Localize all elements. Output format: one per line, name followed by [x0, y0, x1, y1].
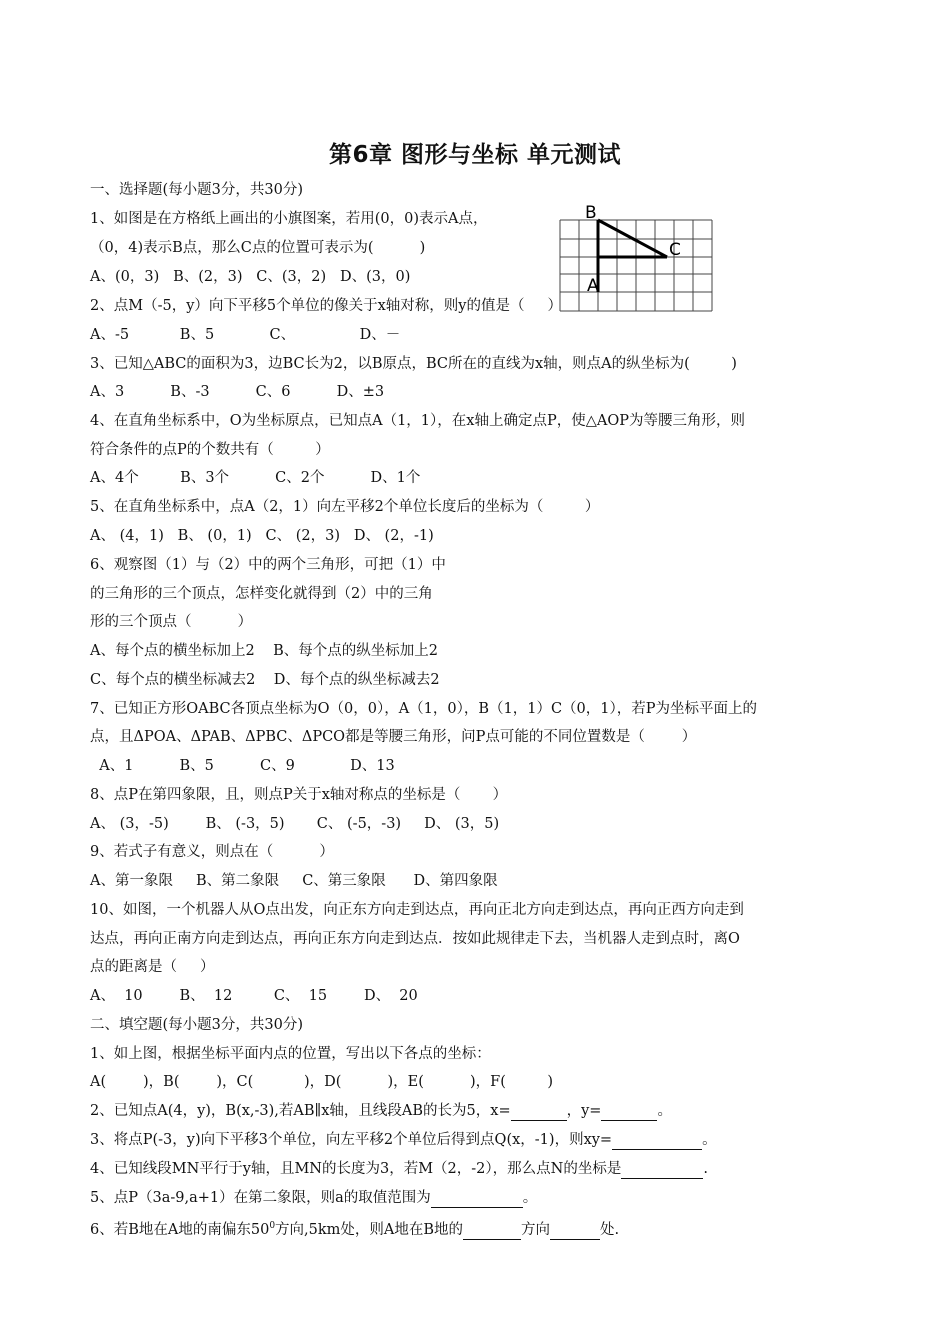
question-text: 1、如上图，根据坐标平面内点的位置，写出以下各点的坐标：	[90, 1046, 491, 1062]
section-heading: 一、选择题(每小题3分，共30分)	[90, 182, 303, 198]
question-text: 5、在直角坐标系中，点A（2，1）向左平移2个单位长度后的坐标为（ ）	[90, 499, 600, 515]
answer-options: A、-5 B、5 C、 D、－	[90, 327, 401, 343]
page-title: 第6章 图形与坐标 单元测试	[328, 142, 622, 168]
flag-shape	[598, 220, 667, 292]
answer-options: A、(0，3) B、(2，3) C、(3，2) D、(3，0)	[90, 269, 411, 285]
answer-blanks: A( )，B( )，C( )，D( )，E( )，F( )	[90, 1074, 553, 1090]
question-text: 10、如图，一个机器人从O点出发，向正东方向走到达点，再向正北方向走到达点，再向正西方向走到	[90, 902, 744, 918]
question-text: 9、若式子有意义，则点在（ ）	[90, 844, 334, 860]
answer-blank[interactable]	[511, 1104, 567, 1121]
grid-lines	[560, 220, 712, 311]
answer-options: A、第一象限 B、第二象限 C、第三象限 D、第四象限	[90, 873, 498, 889]
answer-options: A、 10 B、 12 C、 15 D、 20	[90, 988, 418, 1004]
question-text: 形的三个顶点（ ）	[90, 614, 253, 630]
answer-blank[interactable]	[612, 1133, 702, 1150]
question-text: 点，且ΔPOA、ΔPAB、ΔPBC、ΔPCO都是等腰三角形，问P点可能的不同位置数是（ ）	[90, 729, 697, 745]
question-text: 7、已知正方形OABC各顶点坐标为O（0，0），A（1，0），B（1，1）C（0，1），若P为坐标平面上的	[90, 701, 758, 717]
fill-question-3: 3、将点P(-3，y)向下平移3个单位，向左平移2个单位后得到点Q(x，-1)，则xy= 。	[90, 1132, 717, 1148]
fill-question-4: 4、已知线段MN平行于y轴，且MN的长度为3，若M（2，-2），那么点N的坐标是 .	[90, 1161, 708, 1177]
answer-blank[interactable]	[431, 1191, 523, 1208]
answer-options: A、1 B、5 C、9 D、13	[90, 758, 395, 774]
label-c: C	[669, 240, 681, 260]
answer-options: A、 (4，1) B、 (0，1) C、 (2，3) D、 (2，-1)	[90, 528, 434, 544]
question-text: 8、点P在第四象限，且，则点P关于x轴对称点的坐标是（ ）	[90, 787, 508, 803]
answer-options: A、3 B、-3 C、6 D、±3	[90, 384, 385, 400]
question-text: 6、观察图（1）与（2）中的两个三角形，可把（1）中	[90, 557, 446, 573]
question-text: 2、点M（-5，y）向下平移5个单位的像关于x轴对称，则y的值是（ ）	[90, 298, 563, 314]
answer-blank[interactable]	[621, 1162, 703, 1179]
fill-question-5: 5、点P（3a-9,a+1）在第二象限，则a的取值范围为 。	[90, 1190, 538, 1206]
answer-blank[interactable]	[601, 1104, 657, 1121]
label-a: A	[587, 276, 599, 296]
grid-figure-svg	[552, 198, 722, 318]
section-heading: 二、填空题(每小题3分，共30分)	[90, 1017, 303, 1033]
answer-blank[interactable]	[463, 1223, 521, 1240]
question-text: 达点，再向正南方向走到达点，再向正东方向走到达点．按如此规律走下去，当机器人走到点时，离O	[90, 931, 740, 947]
question-text: 符合条件的点P的个数共有（ ）	[90, 442, 330, 458]
question-text: （0，4)表示B点，那么C点的位置可表示为( )	[90, 240, 426, 256]
flag-grid-figure	[552, 198, 722, 318]
answer-options: A、每个点的横坐标加上2 B、每个点的纵坐标加上2	[90, 643, 439, 659]
question-text: 点的距离是（ ）	[90, 959, 215, 975]
answer-options: A、 (3，-5) B、 (-3，5) C、 (-5，-3) D、 (3，5)	[90, 816, 500, 832]
question-text: 1、如图是在方格纸上画出的小旗图案，若用(0，0)表示A点，	[90, 211, 488, 227]
question-text: 的三角形的三个顶点，怎样变化就得到（2）中的三角	[90, 586, 433, 602]
question-text: 4、在直角坐标系中，O为坐标原点，已知点A（1，1），在x轴上确定点P，使△AOP为等腰三角形，则	[90, 413, 745, 429]
question-text: 3、已知△ABC的面积为3，边BC长为2，以B原点，BC所在的直线为x轴，则点A的纵坐标为( )	[90, 356, 737, 372]
label-b: B	[585, 203, 597, 223]
answer-options: A、4个 B、3个 C、2个 D、1个	[90, 470, 421, 486]
fill-question-6: 6、若B地在A地的南偏东$50^0$方向,5km处，则A地在B地的 方向 处.	[90, 1221, 620, 1238]
answer-blank[interactable]	[550, 1223, 600, 1240]
answer-options: C、每个点的横坐标减去2 D、每个点的纵坐标减去2	[90, 672, 440, 688]
fill-question-2: 2、已知点A(4，y)，B(x,-3),若AB∥x轴，且线段AB的长为5，x= ，y= 。	[90, 1103, 672, 1119]
